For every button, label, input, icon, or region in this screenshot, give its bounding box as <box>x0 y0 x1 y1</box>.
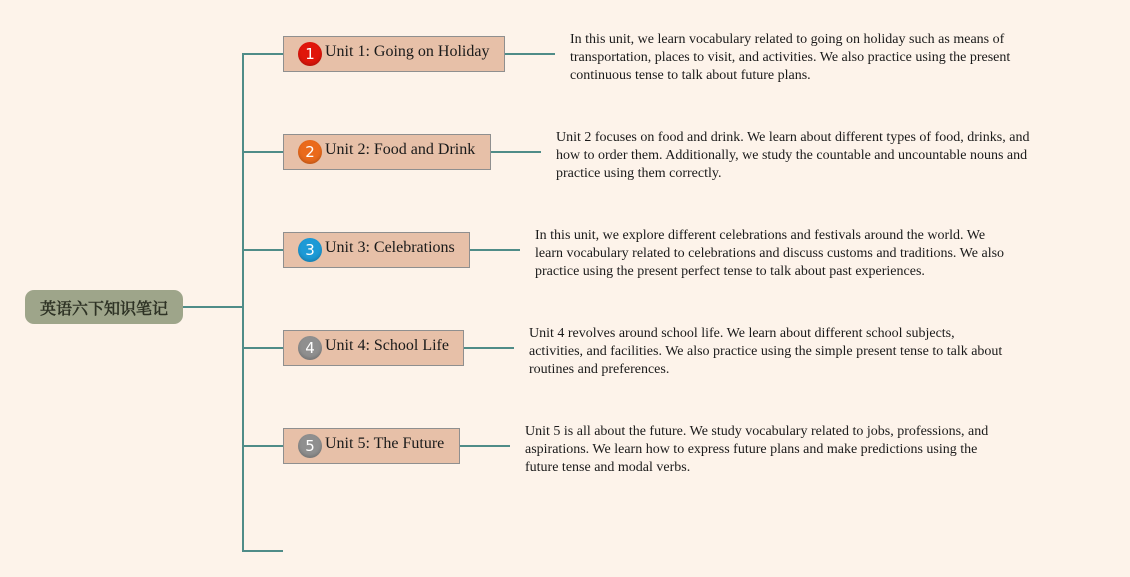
unit-5-description[interactable]: Unit 5 is all about the future. We study vocabulary related to jobs, professions, and aspirations. We learn how to express future plans and make predictions using the future tense and modal verbs. <box>525 424 989 475</box>
number-4-icon: 4 <box>298 336 322 360</box>
root-topic-label: 英语六下知识笔记 <box>39 298 168 318</box>
unit-3-description[interactable]: In this unit, we explore different celebrations and festivals around the world. We learn vocabulary related to celebrations and discuss customs and traditions. We also practice using the present perfect tense to talk about past experiences. <box>535 228 1005 279</box>
unit-4-topic[interactable] <box>283 330 464 366</box>
unit-2-description[interactable]: Unit 2 focuses on food and drink. We learn about different types of food, drinks, and how to order them. Additionally, we study the countable and uncountable nouns and practice using them correctly. <box>556 130 1030 181</box>
number-3-icon: 3 <box>298 238 322 262</box>
number-2-icon: 2 <box>298 140 322 164</box>
unit-1-title: Unit 1: Going on Holiday <box>325 43 490 60</box>
unit-3-title: Unit 3: Celebrations <box>325 239 455 256</box>
unit-3-topic[interactable] <box>283 232 470 268</box>
unit-1-topic[interactable] <box>283 36 505 72</box>
unit-1-description[interactable]: In this unit, we learn vocabulary related to going on holiday such as means of transportation, places to visit, and activities. We also practice using the present continuous tense to talk about future plans. <box>570 32 1011 83</box>
number-5-icon: 5 <box>298 434 322 458</box>
unit-5-title: Unit 5: The Future <box>325 435 445 452</box>
number-1-icon: 1 <box>298 42 322 66</box>
root-topic[interactable] <box>25 290 183 324</box>
unit-4-description[interactable]: Unit 4 revolves around school life. We learn about different school subjects, activities, and facilities. We also practice using the simple present tense to talk about routines and preferences. <box>529 326 1003 377</box>
unit-2-topic[interactable] <box>283 134 491 170</box>
unit-2-title: Unit 2: Food and Drink <box>325 141 476 158</box>
unit-5-topic[interactable] <box>283 428 460 464</box>
unit-4-title: Unit 4: School Life <box>325 337 449 354</box>
